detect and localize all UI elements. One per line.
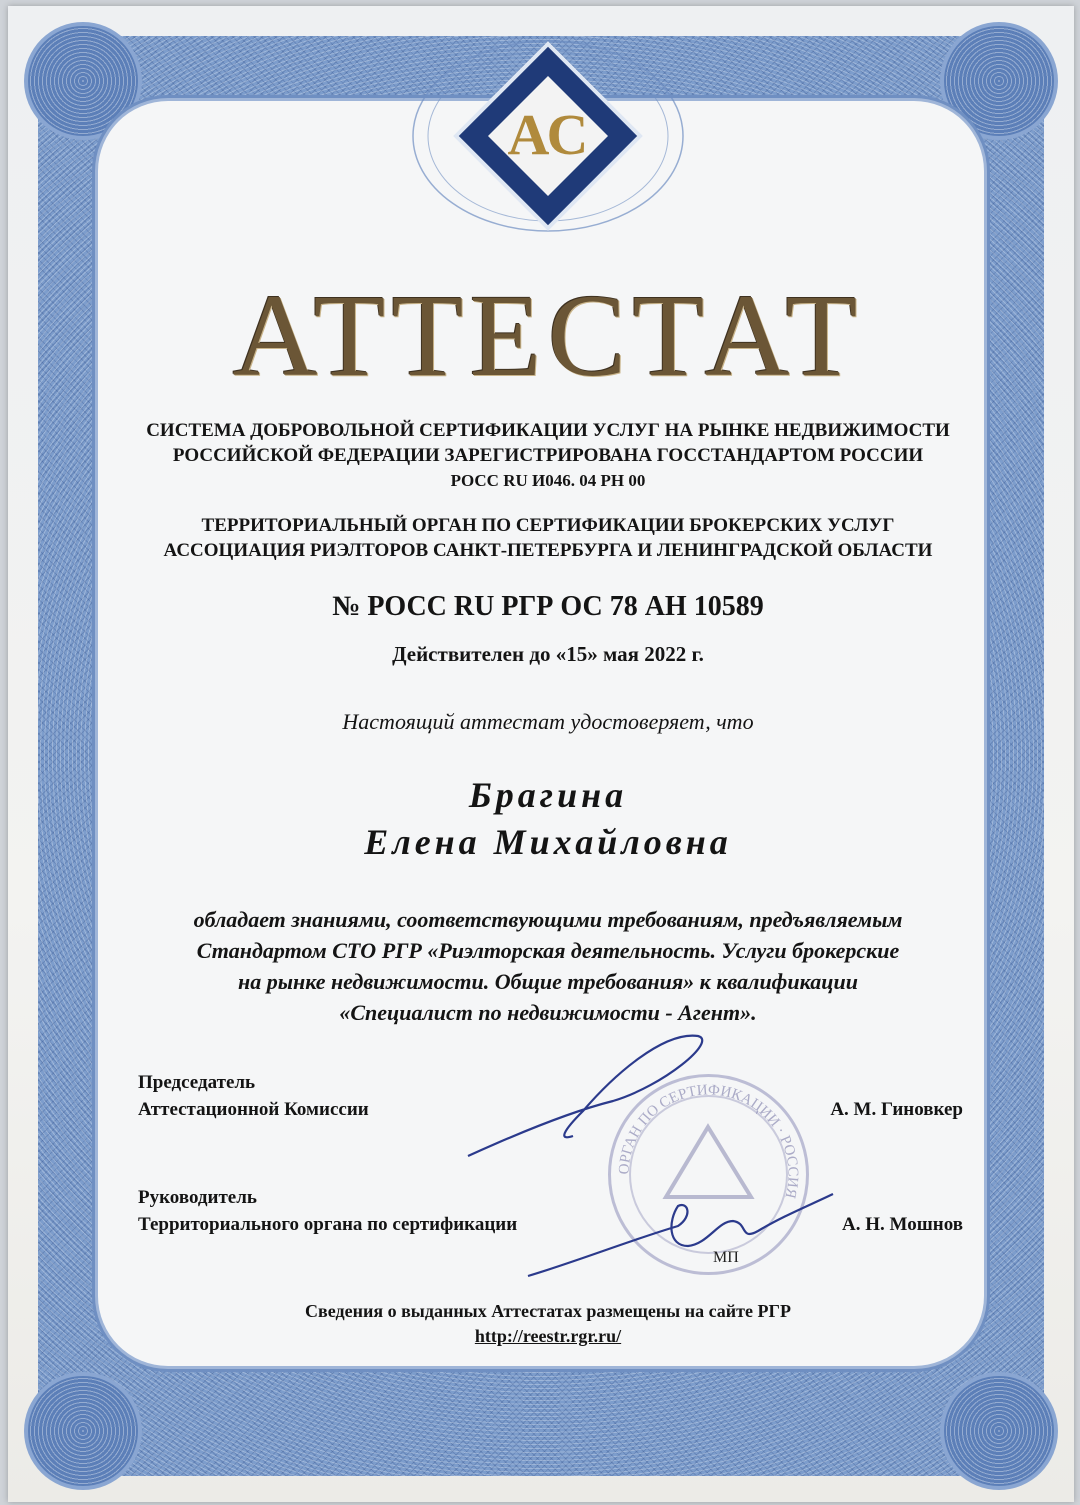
registry-link[interactable]: http://reestr.rgr.ru/ — [474, 1326, 622, 1346]
stamp-mark-label: МП — [713, 1249, 739, 1266]
chairman-label: Председатель Аттестационной Комиссии — [138, 1072, 369, 1120]
holder-surname: Брагина — [468, 775, 628, 815]
valid-until: Действителен до «15» мая 2022 г. — [392, 642, 704, 666]
description-line: обладает знаниями, соответствующими требованиям, предъявляемым — [193, 907, 903, 932]
head-signature — [518, 1166, 838, 1286]
system-block — [108, 418, 988, 493]
rgr-logo — [408, 36, 688, 236]
territorial-block — [108, 513, 988, 563]
corner-rosette-bottom-right — [944, 1376, 1054, 1486]
system-line: СИСТЕМА ДОБРОВОЛЬНОЙ СЕРТИФИКАЦИИ УСЛУГ НА РЫНКЕ НЕДВИЖИМОСТИ — [146, 420, 950, 441]
certificate-title: АТТЕСТАТ — [232, 270, 864, 401]
description-line: «Специалист по недвижимости - Агент». — [339, 1000, 757, 1025]
footer-note: Сведения о выданных Аттестатах размещены на сайте РГР — [305, 1301, 791, 1321]
corner-rosette-bottom-left — [28, 1376, 138, 1486]
head-label: Руководитель Территориального органа по сертификации — [138, 1187, 518, 1235]
certificate-sheet — [8, 6, 1074, 1502]
certificate-number: № РОСС RU РГР ОС 78 АН 10589 — [332, 591, 764, 622]
territorial-line: ТЕРРИТОРИАЛЬНЫЙ ОРГАН ПО СЕРТИФИКАЦИИ БРОКЕРСКИХ УСЛУГ — [201, 515, 895, 536]
certifies-text: Настоящий аттестат удостоверяет, что — [342, 709, 754, 734]
chairman-name: А. М. Гиновкер — [830, 1099, 963, 1120]
description-line: Стандартом СТО РГР «Риэлторская деятельность. Услуги брокерские — [196, 938, 900, 963]
logo-letters: АС — [507, 102, 589, 167]
qualification-description — [108, 904, 988, 1028]
system-registration: РОСС RU И046. 04 РН 00 — [450, 471, 646, 490]
stamp-text: ОРГАН ПО СЕРТИФИКАЦИИ · РОССИЯ — [616, 1082, 801, 1200]
holder-given-names: Елена Михайловна — [364, 822, 732, 862]
territorial-line: АССОЦИАЦИЯ РИЭЛТОРОВ САНКТ-ПЕТЕРБУРГА И ЛЕНИНГРАДСКОЙ ОБЛАСТИ — [163, 540, 933, 561]
description-line: на рынке недвижимости. Общие требования» к квалификации — [238, 969, 858, 994]
system-line: РОССИЙСКОЙ ФЕДЕРАЦИИ ЗАРЕГИСТРИРОВАНА ГОССТАНДАРТОМ РОССИИ — [172, 445, 924, 466]
head-name: А. Н. Мошнов — [842, 1214, 963, 1235]
chairman-signature — [463, 1031, 723, 1161]
